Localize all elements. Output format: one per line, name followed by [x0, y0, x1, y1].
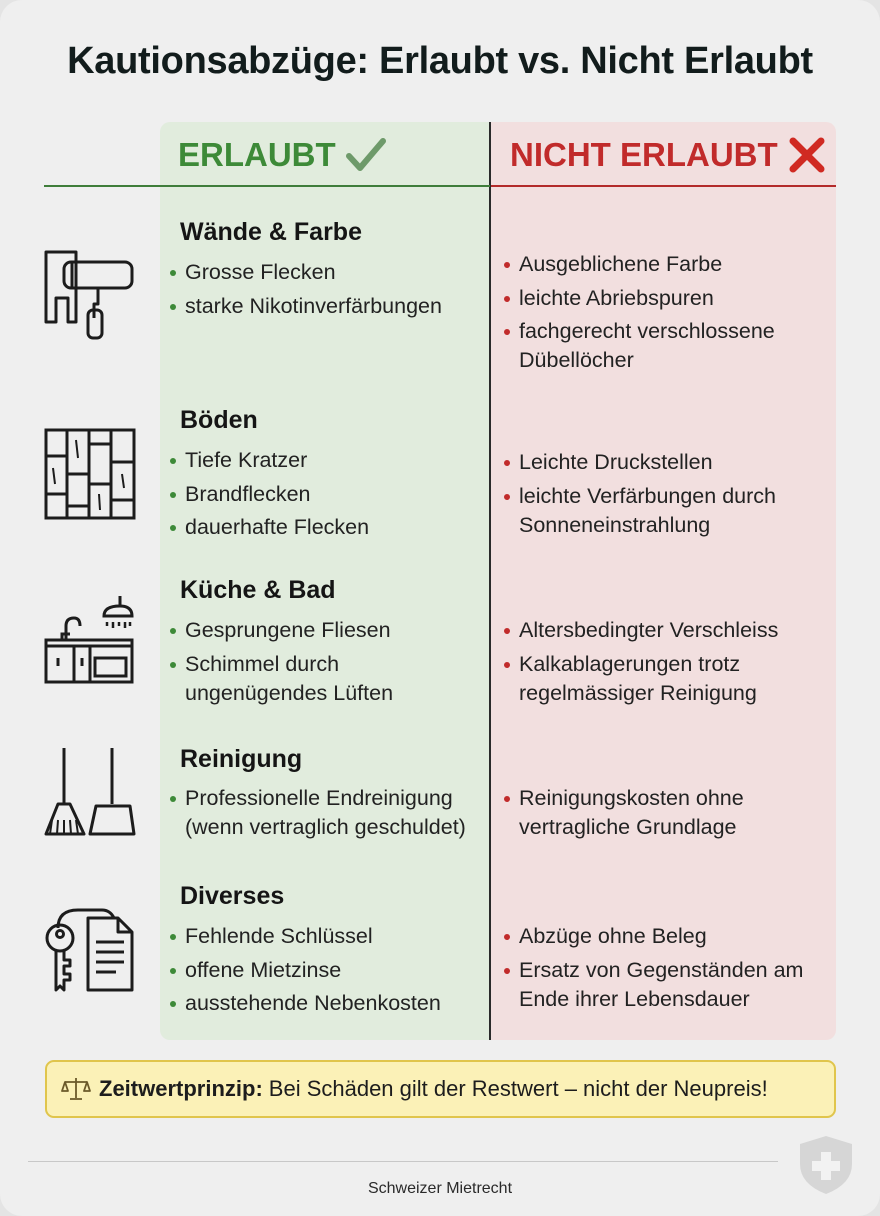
broom-dustpan-icon — [44, 744, 136, 838]
list-item: Tiefe Kratzer — [169, 446, 487, 475]
not-allowed-list — [503, 616, 833, 712]
allowed-column-label: ERLAUBT — [178, 136, 336, 173]
list-item: Grosse Flecken — [169, 258, 487, 287]
allowed-column-header — [178, 136, 386, 174]
list-item: ausstehende Nebenkosten — [169, 989, 487, 1018]
note-label: Zeitwertprinzip: — [99, 1076, 263, 1101]
note-box — [45, 1060, 836, 1118]
swiss-shield-icon — [797, 1134, 855, 1196]
cross-icon — [788, 136, 826, 174]
header-underline-red — [491, 185, 836, 187]
list-item: Schimmel durch ungenügendes Lüften — [169, 650, 487, 708]
list-item: Reinigungskosten ohne vertragliche Grundlage — [503, 784, 833, 842]
list-item: Altersbedingter Verschleiss — [503, 616, 833, 645]
list-item: dauerhafte Flecken — [169, 513, 487, 542]
category-title: Reinigung — [180, 745, 303, 773]
paint-roller-icon — [42, 248, 136, 342]
category-title: Wände & Farbe — [180, 218, 362, 246]
key-document-icon — [44, 902, 138, 994]
allowed-list — [169, 922, 487, 1023]
kitchen-bath-icon — [44, 594, 136, 686]
list-item: Abzüge ohne Beleg — [503, 922, 833, 951]
note-text: Bei Schäden gilt der Restwert – nicht der Neupreis! — [268, 1076, 768, 1101]
header-underline-green — [44, 185, 490, 187]
category-title: Diverses — [180, 882, 285, 910]
not-allowed-column-label: NICHT ERLAUBT — [510, 136, 778, 173]
scale-icon — [61, 1076, 91, 1102]
not-allowed-list — [503, 448, 833, 544]
list-item: Fehlende Schlüssel — [169, 922, 487, 951]
list-item: Ausgeblichene Farbe — [503, 250, 833, 279]
category-title: Böden — [180, 406, 258, 434]
list-item: leichte Verfärbungen durch Sonneneinstrahlung — [503, 482, 833, 540]
not-allowed-list — [503, 784, 833, 847]
category-title: Küche & Bad — [180, 576, 336, 604]
list-item: Brandflecken — [169, 480, 487, 509]
list-item: Kalkablagerungen trotz regelmässiger Reinigung — [503, 650, 833, 708]
footer-divider — [28, 1161, 778, 1162]
list-item: fachgerecht verschlossene Dübellöcher — [503, 317, 833, 375]
page-title: Kautionsabzüge: Erlaubt vs. Nicht Erlaubt — [67, 40, 813, 82]
footer-text: Schweizer Mietrecht — [367, 1180, 513, 1197]
list-item: Gesprungene Fliesen — [169, 616, 487, 645]
list-item: Leichte Druckstellen — [503, 448, 833, 477]
not-allowed-list — [503, 922, 833, 1018]
not-allowed-column-header — [510, 136, 826, 174]
list-item: starke Nikotinverfärbungen — [169, 292, 487, 321]
list-item: leichte Abriebspuren — [503, 284, 833, 313]
allowed-list — [169, 258, 487, 325]
allowed-list — [169, 446, 487, 547]
allowed-list — [169, 784, 487, 847]
list-item: offene Mietzinse — [169, 956, 487, 985]
checkmark-icon — [346, 137, 386, 173]
allowed-list — [169, 616, 487, 712]
floor-planks-icon — [44, 428, 136, 520]
not-allowed-list — [503, 250, 833, 380]
list-item: Professionelle Endreinigung (wenn vertraglich geschuldet) — [169, 784, 487, 842]
list-item: Ersatz von Gegenständen am Ende ihrer Lebensdauer — [503, 956, 833, 1014]
column-divider — [489, 122, 491, 1040]
